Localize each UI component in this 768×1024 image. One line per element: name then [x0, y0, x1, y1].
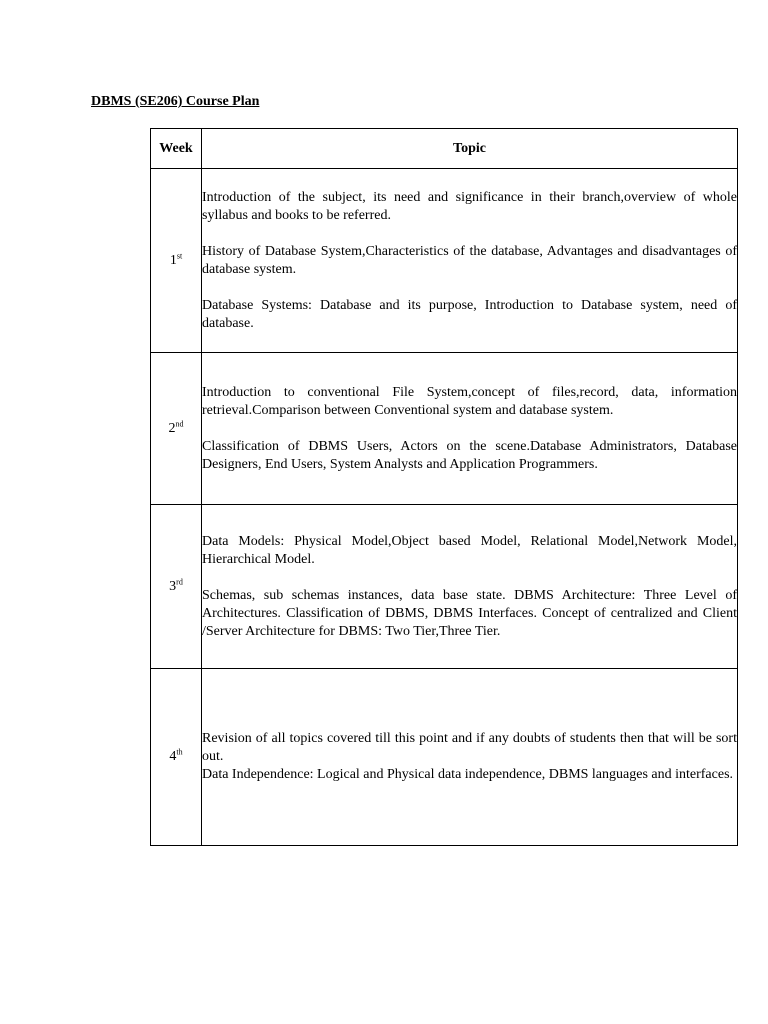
week-ordinal-suffix: rd [176, 576, 183, 586]
week-number: 3 [169, 578, 177, 594]
week-number: 2 [168, 420, 176, 436]
week-cell [151, 169, 202, 353]
table-row-week-3 [151, 505, 738, 669]
week-cell [151, 669, 202, 846]
topic-cell [202, 669, 738, 846]
week-cell [151, 353, 202, 505]
table-row-week-2 [151, 353, 738, 505]
topic-paragraph: Database Systems: Database and its purpose, Introduction to Database system, need of database. [202, 297, 737, 331]
topic-paragraph: Revision of all topics covered till this point and if any doubts of students then that will be sort out. [202, 731, 737, 764]
topic-column-header: Topic [202, 129, 738, 169]
table-header-row [151, 129, 738, 169]
topic-paragraph: Schemas, sub schemas instances, data base state. DBMS Architecture: Three Level of Architectures. Classification of DBMS, DBMS Interfaces. Concept of centralized and Client /Server Architecture for DBMS: Two Tier,Three Tier. [202, 587, 737, 639]
topic-paragraph: History of Database System,Characteristics of the database, Advantages and disadvantages of database system. [202, 243, 737, 277]
topic-paragraph: Introduction to conventional File System,concept of files,record, data, information retrieval.Comparison between Conventional system and database system. [202, 384, 737, 418]
week-ordinal-suffix: st [176, 250, 183, 260]
week-number: 4 [169, 749, 177, 764]
topic-paragraph: Introduction of the subject, its need and significance in their branch,overview of whole syllabus and books to be referred. [202, 189, 737, 223]
week-ordinal-suffix: th [176, 747, 183, 757]
week-ordinal-suffix: nd [175, 418, 184, 428]
topic-paragraph: Data Models: Physical Model,Object based Model, Relational Model,Network Model, Hierarchical Model. [202, 533, 737, 567]
week-cell [151, 505, 202, 669]
table-row-week-4 [151, 669, 738, 846]
week-column-header: Week [151, 129, 202, 169]
topic-cell [202, 169, 738, 353]
document-title: DBMS (SE206) Course Plan [91, 94, 260, 109]
topic-cell [202, 353, 738, 505]
topic-paragraph: Classification of DBMS Users, Actors on the scene.Database Administrators, Database Designers, End Users, System Analysts and Application Programmers. [202, 438, 737, 472]
topic-cell [202, 505, 738, 669]
course-plan-table [150, 128, 738, 846]
topic-paragraph: Data Independence: Logical and Physical data independence, DBMS languages and interfaces. [202, 767, 734, 782]
table-row-week-1 [151, 169, 738, 353]
week-number: 1 [169, 252, 177, 268]
